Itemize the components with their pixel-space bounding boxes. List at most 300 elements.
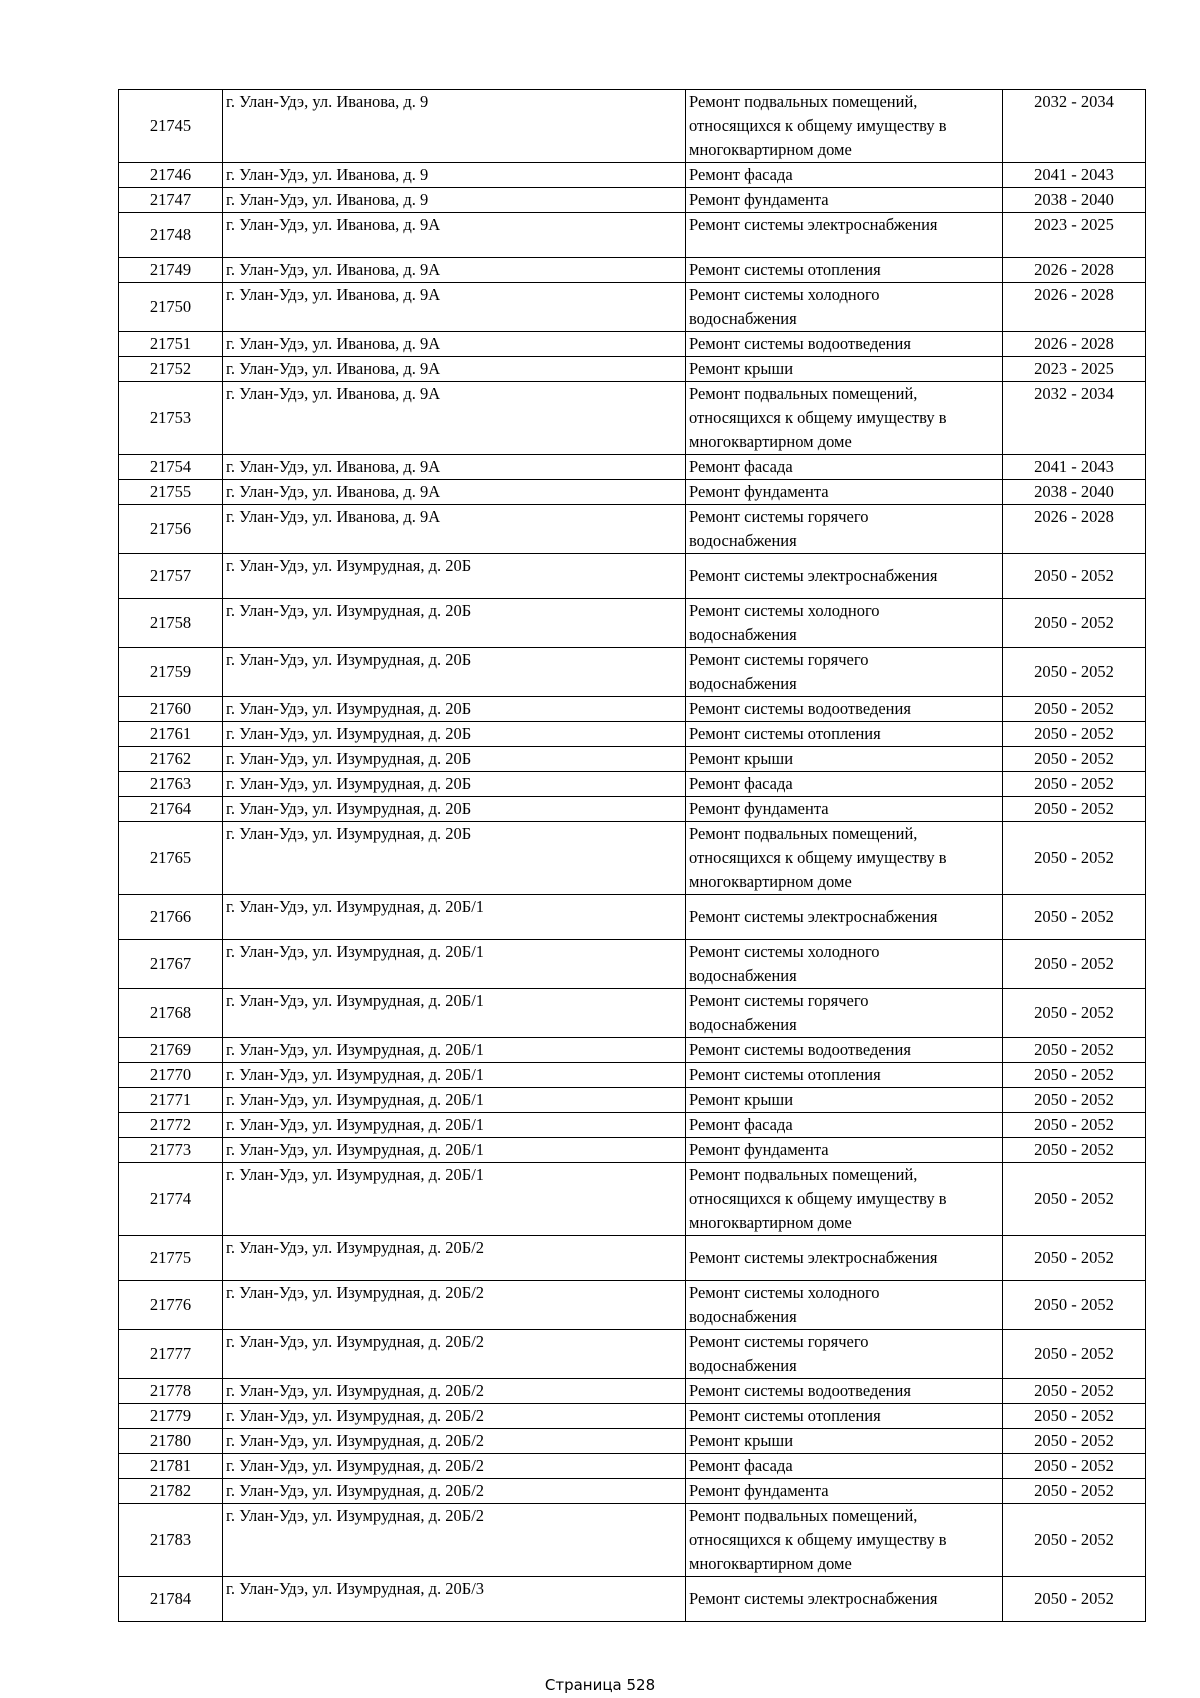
row-work-type: Ремонт системы отопления [689, 260, 881, 279]
row-years: 2026 - 2028 [1034, 507, 1114, 526]
row-work-type: Ремонт системы водоотведения [689, 334, 911, 353]
row-number: 21754 [149, 457, 192, 476]
table-row [119, 797, 1146, 822]
row-address-cell [223, 1088, 686, 1113]
table-row [119, 772, 1146, 797]
row-number: 21783 [149, 1530, 192, 1549]
row-number: 21762 [149, 749, 192, 768]
row-number: 21777 [149, 1344, 192, 1363]
row-address-cell [223, 283, 686, 332]
row-work-type: Ремонт подвальных помещений, относящихся к общему имуществу в многоквартирном доме [689, 824, 947, 891]
row-work-type-cell [686, 188, 1003, 213]
row-address-cell [223, 772, 686, 797]
row-years-cell [1003, 283, 1146, 332]
row-work-type-cell [686, 455, 1003, 480]
row-number-cell [119, 283, 223, 332]
row-work-type-cell [686, 722, 1003, 747]
row-years-cell [1003, 772, 1146, 797]
row-years-cell [1003, 1429, 1146, 1454]
repair-schedule-table [118, 89, 1146, 1622]
row-years-cell [1003, 940, 1146, 989]
row-years-cell [1003, 1163, 1146, 1236]
table-row [119, 357, 1146, 382]
row-number: 21779 [149, 1406, 192, 1425]
row-years-cell [1003, 1038, 1146, 1063]
row-address-cell [223, 455, 686, 480]
row-number: 21755 [149, 482, 192, 501]
table-row [119, 940, 1146, 989]
row-address-cell [223, 554, 686, 599]
row-work-type-cell [686, 1281, 1003, 1330]
table-row [119, 648, 1146, 697]
row-address: г. Улан-Удэ, ул. Изумрудная, д. 20Б/1 [226, 1115, 485, 1134]
row-number: 21770 [149, 1065, 192, 1084]
row-address: г. Улан-Удэ, ул. Изумрудная, д. 20Б [226, 699, 472, 718]
row-address-cell [223, 1454, 686, 1479]
row-work-type: Ремонт фундамента [689, 1140, 829, 1159]
row-number-cell [119, 1088, 223, 1113]
row-years: 2050 - 2052 [1034, 1003, 1114, 1022]
row-work-type-cell [686, 940, 1003, 989]
row-number-cell [119, 697, 223, 722]
row-work-type: Ремонт системы холодного водоснабжения [689, 942, 880, 985]
row-number-cell [119, 1236, 223, 1281]
row-work-type: Ремонт фасада [689, 165, 793, 184]
row-address: г. Улан-Удэ, ул. Изумрудная, д. 20Б/1 [226, 1040, 485, 1059]
table-row [119, 283, 1146, 332]
row-address: г. Улан-Удэ, ул. Иванова, д. 9 [226, 165, 429, 184]
table-row [119, 1577, 1146, 1622]
row-address-cell [223, 1163, 686, 1236]
row-number-cell [119, 747, 223, 772]
row-years-cell [1003, 989, 1146, 1038]
row-number: 21775 [149, 1248, 192, 1267]
row-address-cell [223, 895, 686, 940]
row-work-type: Ремонт фундамента [689, 1481, 829, 1500]
row-number-cell [119, 554, 223, 599]
row-address-cell [223, 1479, 686, 1504]
row-work-type-cell [686, 1236, 1003, 1281]
row-work-type: Ремонт подвальных помещений, относящихся к общему имуществу в многоквартирном доме [689, 92, 947, 159]
row-work-type: Ремонт системы горячего водоснабжения [689, 650, 869, 693]
row-years: 2050 - 2052 [1034, 1295, 1114, 1314]
row-address: г. Улан-Удэ, ул. Изумрудная, д. 20Б/1 [226, 991, 485, 1010]
row-work-type: Ремонт фасада [689, 774, 793, 793]
row-years: 2026 - 2028 [1034, 260, 1114, 279]
row-years: 2050 - 2052 [1034, 1248, 1114, 1267]
row-address-cell [223, 1404, 686, 1429]
table-row [119, 382, 1146, 455]
row-address-cell [223, 989, 686, 1038]
row-address-cell [223, 1577, 686, 1622]
row-number: 21780 [149, 1431, 192, 1450]
row-years-cell [1003, 213, 1146, 258]
row-work-type-cell [686, 505, 1003, 554]
row-address-cell [223, 1236, 686, 1281]
row-years: 2032 - 2034 [1034, 92, 1114, 111]
row-number: 21745 [149, 116, 192, 135]
row-address: г. Улан-Удэ, ул. Изумрудная, д. 20Б [226, 799, 472, 818]
row-work-type: Ремонт системы электроснабжения [689, 566, 938, 585]
row-number-cell [119, 1454, 223, 1479]
row-address: г. Улан-Удэ, ул. Изумрудная, д. 20Б [226, 601, 472, 620]
table-row [119, 258, 1146, 283]
row-number-cell [119, 455, 223, 480]
row-work-type: Ремонт системы горячего водоснабжения [689, 1332, 869, 1375]
row-address-cell [223, 1063, 686, 1088]
row-years: 2050 - 2052 [1034, 1065, 1114, 1084]
row-address: г. Улан-Удэ, ул. Иванова, д. 9А [226, 507, 441, 526]
row-address: г. Улан-Удэ, ул. Изумрудная, д. 20Б/1 [226, 1165, 485, 1184]
row-number-cell [119, 382, 223, 455]
row-number: 21761 [149, 724, 192, 743]
row-address: г. Улан-Удэ, ул. Изумрудная, д. 20Б/1 [226, 942, 485, 961]
row-address: г. Улан-Удэ, ул. Изумрудная, д. 20Б/1 [226, 1140, 485, 1159]
row-work-type-cell [686, 283, 1003, 332]
row-work-type-cell [686, 1330, 1003, 1379]
row-address-cell [223, 822, 686, 895]
table-row [119, 1236, 1146, 1281]
row-number-cell [119, 1504, 223, 1577]
row-years-cell [1003, 1504, 1146, 1577]
row-years: 2050 - 2052 [1034, 799, 1114, 818]
row-number: 21749 [149, 260, 192, 279]
row-number: 21765 [149, 848, 192, 867]
row-years: 2050 - 2052 [1034, 749, 1114, 768]
row-number: 21759 [149, 662, 192, 681]
row-number-cell [119, 505, 223, 554]
row-number: 21782 [149, 1481, 192, 1500]
row-number: 21784 [149, 1589, 192, 1608]
row-address-cell [223, 1113, 686, 1138]
row-work-type-cell [686, 1429, 1003, 1454]
table-row [119, 1429, 1146, 1454]
row-years-cell [1003, 357, 1146, 382]
row-work-type: Ремонт фасада [689, 1115, 793, 1134]
row-work-type-cell [686, 554, 1003, 599]
row-years-cell [1003, 747, 1146, 772]
row-work-type-cell [686, 1404, 1003, 1429]
row-number: 21768 [149, 1003, 192, 1022]
row-work-type: Ремонт системы холодного водоснабжения [689, 285, 880, 328]
row-address: г. Улан-Удэ, ул. Иванова, д. 9 [226, 190, 429, 209]
row-work-type: Ремонт фундамента [689, 799, 829, 818]
row-number-cell [119, 357, 223, 382]
row-work-type: Ремонт системы холодного водоснабжения [689, 601, 880, 644]
page-footer [0, 1676, 1200, 1694]
row-address: г. Улан-Удэ, ул. Иванова, д. 9А [226, 457, 441, 476]
row-years: 2050 - 2052 [1034, 1189, 1114, 1208]
row-work-type: Ремонт подвальных помещений, относящихся к общему имуществу в многоквартирном доме [689, 384, 947, 451]
table-row [119, 1138, 1146, 1163]
row-work-type: Ремонт фундамента [689, 482, 829, 501]
row-address-cell [223, 188, 686, 213]
row-number-cell [119, 940, 223, 989]
row-years-cell [1003, 382, 1146, 455]
row-address: г. Улан-Удэ, ул. Изумрудная, д. 20Б/1 [226, 1090, 485, 1109]
table-row [119, 697, 1146, 722]
row-years: 2050 - 2052 [1034, 907, 1114, 926]
row-address: г. Улан-Удэ, ул. Изумрудная, д. 20Б/2 [226, 1332, 485, 1351]
row-years: 2026 - 2028 [1034, 285, 1114, 304]
row-work-type-cell [686, 747, 1003, 772]
row-address: г. Улан-Удэ, ул. Иванова, д. 9А [226, 285, 441, 304]
row-address-cell [223, 1379, 686, 1404]
row-years: 2050 - 2052 [1034, 1344, 1114, 1363]
row-work-type: Ремонт фасада [689, 457, 793, 476]
row-number-cell [119, 1404, 223, 1429]
table-row [119, 1088, 1146, 1113]
row-address: г. Улан-Удэ, ул. Изумрудная, д. 20Б/2 [226, 1406, 485, 1425]
row-work-type-cell [686, 480, 1003, 505]
row-years: 2050 - 2052 [1034, 1040, 1114, 1059]
row-years-cell [1003, 1088, 1146, 1113]
row-address-cell [223, 1138, 686, 1163]
row-work-type-cell [686, 1454, 1003, 1479]
row-work-type-cell [686, 357, 1003, 382]
row-number: 21751 [149, 334, 192, 353]
row-work-type-cell [686, 648, 1003, 697]
row-number: 21748 [149, 225, 192, 244]
table-row [119, 1281, 1146, 1330]
row-years-cell [1003, 188, 1146, 213]
row-years: 2050 - 2052 [1034, 774, 1114, 793]
row-work-type: Ремонт системы водоотведения [689, 1381, 911, 1400]
row-address: г. Улан-Удэ, ул. Изумрудная, д. 20Б [226, 824, 472, 843]
row-work-type: Ремонт системы электроснабжения [689, 1589, 938, 1608]
row-address: г. Улан-Удэ, ул. Изумрудная, д. 20Б/1 [226, 1065, 485, 1084]
row-years: 2050 - 2052 [1034, 1090, 1114, 1109]
row-years: 2050 - 2052 [1034, 1115, 1114, 1134]
row-years: 2026 - 2028 [1034, 334, 1114, 353]
row-work-type-cell [686, 772, 1003, 797]
row-years-cell [1003, 895, 1146, 940]
row-address-cell [223, 382, 686, 455]
row-work-type: Ремонт фундамента [689, 190, 829, 209]
row-years: 2050 - 2052 [1034, 1481, 1114, 1500]
row-address: г. Улан-Удэ, ул. Иванова, д. 9А [226, 359, 441, 378]
table-row [119, 90, 1146, 163]
row-address-cell [223, 163, 686, 188]
row-address: г. Улан-Удэ, ул. Иванова, д. 9А [226, 215, 441, 234]
row-years-cell [1003, 455, 1146, 480]
row-number: 21750 [149, 297, 192, 316]
table-row [119, 213, 1146, 258]
table-row [119, 163, 1146, 188]
row-address-cell [223, 1429, 686, 1454]
row-number-cell [119, 1138, 223, 1163]
row-address-cell [223, 90, 686, 163]
row-number-cell [119, 772, 223, 797]
table-row [119, 1163, 1146, 1236]
table-row [119, 1330, 1146, 1379]
row-years: 2023 - 2025 [1034, 215, 1114, 234]
row-years-cell [1003, 697, 1146, 722]
table-row [119, 1038, 1146, 1063]
table-row [119, 1454, 1146, 1479]
row-number: 21769 [149, 1040, 192, 1059]
row-address-cell [223, 1038, 686, 1063]
row-years: 2050 - 2052 [1034, 1406, 1114, 1425]
row-years-cell [1003, 163, 1146, 188]
row-work-type: Ремонт системы водоотведения [689, 699, 911, 718]
row-years-cell [1003, 822, 1146, 895]
row-work-type-cell [686, 1038, 1003, 1063]
row-number: 21760 [149, 699, 192, 718]
row-work-type: Ремонт фасада [689, 1456, 793, 1475]
row-address-cell [223, 480, 686, 505]
row-number-cell [119, 1038, 223, 1063]
page-number: Страница 528 [544, 1676, 656, 1694]
table-row [119, 1504, 1146, 1577]
row-number-cell [119, 258, 223, 283]
row-years: 2050 - 2052 [1034, 699, 1114, 718]
row-number: 21747 [149, 190, 192, 209]
row-address: г. Улан-Удэ, ул. Изумрудная, д. 20Б/2 [226, 1238, 485, 1257]
row-work-type-cell [686, 1479, 1003, 1504]
row-number-cell [119, 989, 223, 1038]
row-address-cell [223, 1330, 686, 1379]
row-number: 21746 [149, 165, 192, 184]
table-row [119, 989, 1146, 1038]
table-row [119, 188, 1146, 213]
row-address: г. Улан-Удэ, ул. Изумрудная, д. 20Б/2 [226, 1431, 485, 1450]
row-years: 2032 - 2034 [1034, 384, 1114, 403]
row-address-cell [223, 697, 686, 722]
row-work-type-cell [686, 697, 1003, 722]
table-row [119, 554, 1146, 599]
row-number: 21773 [149, 1140, 192, 1159]
row-years: 2050 - 2052 [1034, 1456, 1114, 1475]
table-row [119, 599, 1146, 648]
row-number-cell [119, 1063, 223, 1088]
row-address: г. Улан-Удэ, ул. Изумрудная, д. 20Б [226, 749, 472, 768]
row-years: 2050 - 2052 [1034, 1589, 1114, 1608]
row-years: 2050 - 2052 [1034, 1530, 1114, 1549]
row-work-type-cell [686, 1138, 1003, 1163]
row-number: 21753 [149, 408, 192, 427]
row-work-type-cell [686, 382, 1003, 455]
row-years-cell [1003, 1113, 1146, 1138]
row-address-cell [223, 1504, 686, 1577]
row-work-type-cell [686, 1163, 1003, 1236]
table-row [119, 1113, 1146, 1138]
row-years: 2038 - 2040 [1034, 190, 1114, 209]
row-number: 21772 [149, 1115, 192, 1134]
table-row [119, 455, 1146, 480]
row-years: 2038 - 2040 [1034, 482, 1114, 501]
row-years: 2050 - 2052 [1034, 662, 1114, 681]
row-years-cell [1003, 505, 1146, 554]
row-number-cell [119, 1429, 223, 1454]
row-work-type-cell [686, 1088, 1003, 1113]
table-row [119, 822, 1146, 895]
row-address-cell [223, 258, 686, 283]
row-number: 21766 [149, 907, 192, 926]
row-work-type-cell [686, 1063, 1003, 1088]
row-years-cell [1003, 722, 1146, 747]
row-work-type: Ремонт подвальных помещений, относящихся к общему имуществу в многоквартирном доме [689, 1506, 947, 1573]
row-number: 21756 [149, 519, 192, 538]
row-years: 2050 - 2052 [1034, 613, 1114, 632]
row-years-cell [1003, 1236, 1146, 1281]
row-number-cell [119, 332, 223, 357]
row-number-cell [119, 1379, 223, 1404]
row-work-type-cell [686, 989, 1003, 1038]
row-number-cell [119, 213, 223, 258]
row-work-type-cell [686, 1379, 1003, 1404]
row-address: г. Улан-Удэ, ул. Иванова, д. 9А [226, 260, 441, 279]
row-work-type: Ремонт крыши [689, 1431, 794, 1450]
row-address: г. Улан-Удэ, ул. Изумрудная, д. 20Б [226, 556, 472, 575]
row-years-cell [1003, 797, 1146, 822]
row-number-cell [119, 797, 223, 822]
row-number: 21776 [149, 1295, 192, 1314]
table-row [119, 332, 1146, 357]
row-years-cell [1003, 1404, 1146, 1429]
row-work-type: Ремонт системы электроснабжения [689, 907, 938, 926]
row-work-type-cell [686, 1113, 1003, 1138]
row-work-type-cell [686, 1504, 1003, 1577]
table-row [119, 1479, 1146, 1504]
row-years-cell [1003, 90, 1146, 163]
row-number: 21763 [149, 774, 192, 793]
row-years-cell [1003, 332, 1146, 357]
row-work-type: Ремонт крыши [689, 1090, 794, 1109]
row-years-cell [1003, 258, 1146, 283]
row-address: г. Улан-Удэ, ул. Изумрудная, д. 20Б/2 [226, 1381, 485, 1400]
row-address: г. Улан-Удэ, ул. Иванова, д. 9А [226, 482, 441, 501]
row-number: 21774 [149, 1189, 192, 1208]
row-years-cell [1003, 480, 1146, 505]
row-number-cell [119, 722, 223, 747]
row-number: 21767 [149, 954, 192, 973]
row-address: г. Улан-Удэ, ул. Иванова, д. 9А [226, 384, 441, 403]
row-years: 2050 - 2052 [1034, 1431, 1114, 1450]
row-years: 2050 - 2052 [1034, 566, 1114, 585]
row-years-cell [1003, 599, 1146, 648]
row-work-type: Ремонт крыши [689, 749, 794, 768]
row-address-cell [223, 940, 686, 989]
row-address: г. Улан-Удэ, ул. Изумрудная, д. 20Б/2 [226, 1283, 485, 1302]
row-address: г. Улан-Удэ, ул. Изумрудная, д. 20Б/2 [226, 1506, 485, 1525]
row-address-cell [223, 1281, 686, 1330]
table-row [119, 505, 1146, 554]
row-years: 2050 - 2052 [1034, 848, 1114, 867]
row-work-type: Ремонт крыши [689, 359, 794, 378]
row-number-cell [119, 90, 223, 163]
table-body [119, 90, 1146, 1622]
row-work-type: Ремонт системы отопления [689, 1065, 881, 1084]
row-address-cell [223, 599, 686, 648]
row-number-cell [119, 1113, 223, 1138]
row-address: г. Улан-Удэ, ул. Изумрудная, д. 20Б/2 [226, 1456, 485, 1475]
row-years: 2050 - 2052 [1034, 954, 1114, 973]
table-row [119, 480, 1146, 505]
row-work-type: Ремонт системы водоотведения [689, 1040, 911, 1059]
row-address: г. Улан-Удэ, ул. Изумрудная, д. 20Б [226, 650, 472, 669]
row-work-type-cell [686, 258, 1003, 283]
row-address-cell [223, 213, 686, 258]
row-work-type-cell [686, 163, 1003, 188]
row-work-type-cell [686, 797, 1003, 822]
table-row [119, 895, 1146, 940]
row-address: г. Улан-Удэ, ул. Иванова, д. 9 [226, 92, 429, 111]
row-years-cell [1003, 1479, 1146, 1504]
row-address: г. Улан-Удэ, ул. Иванова, д. 9А [226, 334, 441, 353]
row-years-cell [1003, 1138, 1146, 1163]
table-row [119, 1379, 1146, 1404]
